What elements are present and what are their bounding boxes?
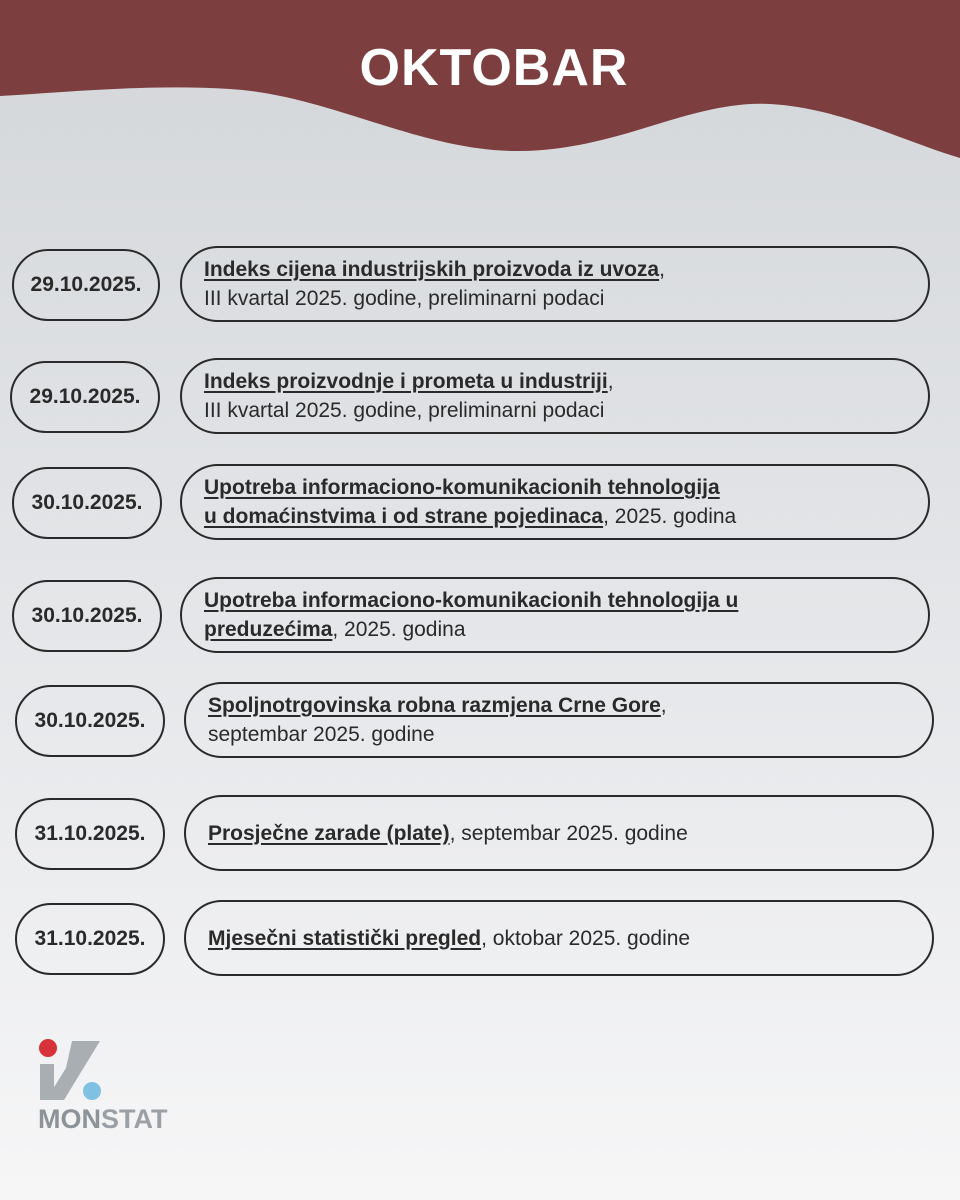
release-date: 30.10.2025. <box>15 685 165 757</box>
release-detail: , oktobar 2025. godine <box>481 926 691 950</box>
release-title-link[interactable]: Upotreba informaciono-komunikacionih tehnologija u <box>204 589 739 612</box>
release-item[interactable] <box>180 577 930 653</box>
release-title-link[interactable]: Indeks proizvodnje i prometa u industriji <box>204 370 608 393</box>
page-title: OKTOBAR <box>359 39 629 97</box>
release-date: 30.10.2025. <box>12 467 162 539</box>
release-row <box>0 246 960 324</box>
release-item[interactable]: Spoljnotrgovinska robna razmjena Crne Gore, septembar 2025. godine <box>184 682 934 758</box>
release-detail: , septembar 2025. godine <box>449 821 688 845</box>
release-row <box>0 577 960 655</box>
release-title-link[interactable]: Mjesečni statistički pregled <box>208 926 482 950</box>
release-item[interactable] <box>184 795 934 871</box>
release-item[interactable] <box>184 900 934 976</box>
release-row <box>0 682 960 760</box>
release-item[interactable]: Indeks proizvodnje i prometa u industriji, III kvartal 2025. godine, preliminarni podaci <box>180 358 930 434</box>
release-detail: septembar 2025. godine <box>208 723 435 746</box>
release-item[interactable]: Indeks cijena industrijskih proizvoda iz uvoza, III kvartal 2025. godine, preliminarni podaci <box>180 246 930 322</box>
release-date: 29.10.2025. <box>12 249 160 321</box>
release-date: 30.10.2025. <box>12 580 162 652</box>
release-title-link[interactable]: Spoljnotrgovinska robna razmjena Crne Gore <box>208 694 661 717</box>
release-title-link[interactable]: Upotreba informaciono-komunikacionih tehnologija <box>204 476 720 499</box>
release-row <box>0 795 960 873</box>
release-row <box>0 464 960 542</box>
release-detail: , 2025. godina <box>332 618 466 641</box>
release-title-link[interactable]: u domaćinstvima i od strane pojedinaca <box>204 505 604 528</box>
release-date: 31.10.2025. <box>15 798 165 870</box>
release-detail: , 2025. godina <box>603 505 737 528</box>
release-item[interactable] <box>180 464 930 540</box>
release-title-link[interactable]: Prosječne zarade (plate) <box>208 821 450 845</box>
release-date: 29.10.2025. <box>10 361 160 433</box>
release-detail: III kvartal 2025. godine, preliminarni podaci <box>204 287 605 310</box>
release-title-link[interactable]: preduzećima <box>204 618 333 641</box>
release-title-link[interactable]: Indeks cijena industrijskih proizvoda iz uvoza <box>204 258 660 281</box>
release-date: 31.10.2025. <box>15 903 165 975</box>
release-row <box>0 358 960 436</box>
release-row <box>0 900 960 978</box>
release-detail: III kvartal 2025. godine, preliminarni podaci <box>204 399 605 422</box>
logo-wordmark: MONSTAT <box>38 1104 168 1134</box>
